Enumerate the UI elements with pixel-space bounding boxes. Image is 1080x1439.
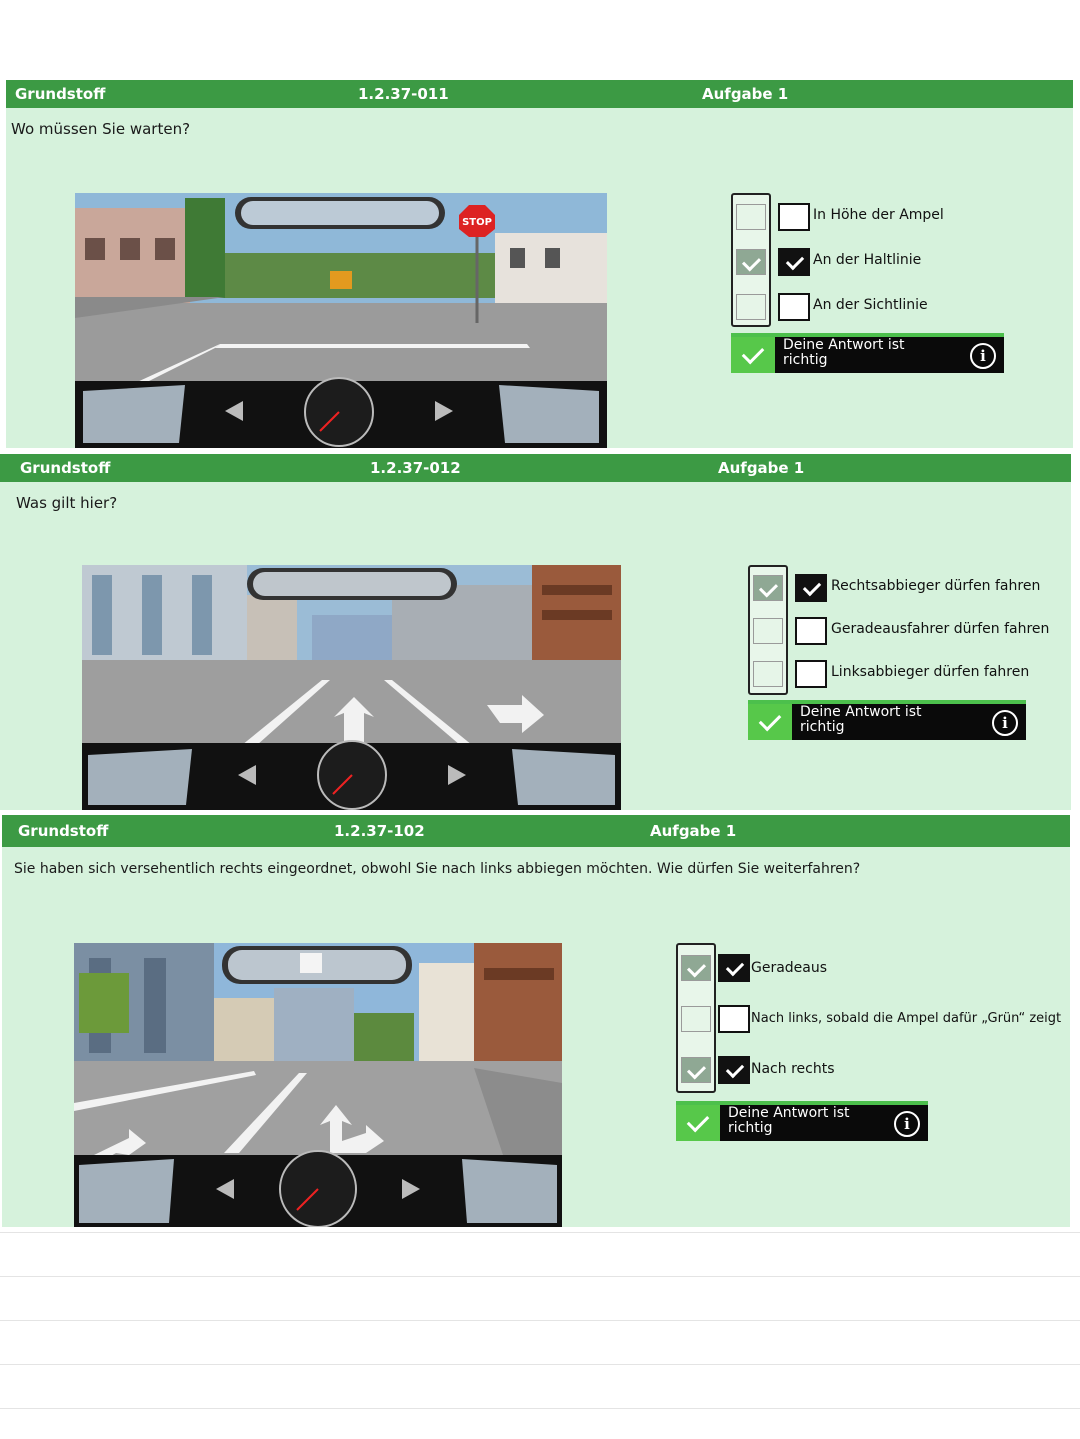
option-label-2: Geradeausfahrer dürfen fahren [831, 621, 1050, 637]
option-label-1: Geradeaus [751, 960, 828, 976]
option-checkbox-3[interactable] [718, 1056, 750, 1084]
scene-image [82, 565, 621, 810]
marker-option-1 [736, 204, 766, 230]
marker-option-2 [681, 1006, 711, 1032]
option-checkbox-2[interactable] [778, 248, 810, 276]
road-scene [74, 943, 562, 1227]
correct-check-icon [748, 704, 792, 740]
option-label-3: Linksabbieger dürfen fahren [831, 664, 1030, 680]
question-text: Wo müssen Sie warten? [11, 120, 191, 138]
result-text: Deine Antwort ist richtig [800, 704, 922, 735]
info-icon[interactable]: i [970, 343, 996, 369]
marker-option-1 [753, 575, 783, 601]
question-card-1 [6, 80, 1073, 448]
result-banner [731, 333, 1004, 373]
result-banner [748, 700, 1026, 740]
category-label: Grundstoff [20, 459, 111, 477]
question-code: 1.2.37-102 [334, 822, 425, 840]
result-text: Deine Antwort ist richtig [728, 1105, 850, 1136]
option-checkbox-3[interactable] [778, 293, 810, 321]
question-code: 1.2.37-012 [370, 459, 461, 477]
result-banner [676, 1101, 928, 1141]
card-header [0, 454, 1071, 482]
task-label: Aufgabe 1 [702, 85, 789, 103]
option-label-3: An der Sichtlinie [813, 297, 928, 313]
question-card-3 [2, 815, 1070, 1227]
option-checkbox-1[interactable] [718, 954, 750, 982]
option-label-2: Nach links, sobald die Ampel dafür „Grün“ zeigt [751, 1011, 1062, 1026]
card-header [6, 80, 1073, 108]
road-scene [75, 193, 607, 448]
result-text: Deine Antwort ist richtig [783, 337, 905, 368]
marker-option-2 [736, 249, 766, 275]
road-scene [82, 565, 621, 810]
option-label-2: An der Haltlinie [813, 252, 922, 268]
marker-option-3 [753, 661, 783, 687]
option-label-1: In Höhe der Ampel [813, 207, 944, 223]
question-text: Was gilt hier? [16, 494, 118, 512]
info-icon[interactable]: i [992, 710, 1018, 736]
option-checkbox-3[interactable] [795, 660, 827, 688]
option-checkbox-2[interactable] [795, 617, 827, 645]
category-label: Grundstoff [15, 85, 106, 103]
marker-option-2 [753, 618, 783, 644]
correct-check-icon [676, 1105, 720, 1141]
card-header [2, 815, 1070, 847]
question-code: 1.2.37-011 [358, 85, 449, 103]
option-checkbox-1[interactable] [795, 574, 827, 602]
option-label-3: Nach rechts [751, 1061, 835, 1077]
task-label: Aufgabe 1 [650, 822, 737, 840]
option-label-1: Rechtsabbieger dürfen fahren [831, 578, 1041, 594]
option-checkbox-1[interactable] [778, 203, 810, 231]
correct-check-icon [731, 337, 775, 373]
info-icon[interactable]: i [894, 1111, 920, 1137]
task-label: Aufgabe 1 [718, 459, 805, 477]
marker-option-3 [736, 294, 766, 320]
category-label: Grundstoff [18, 822, 109, 840]
marker-option-3 [681, 1057, 711, 1083]
scene-image [75, 193, 607, 448]
question-text: Sie haben sich versehentlich rechts eingeordnet, obwohl Sie nach links abbiegen möchten. Wie dürfen Sie weiterfahren? [14, 861, 861, 877]
stop-sign-text: STOP [462, 217, 492, 228]
scene-image [74, 943, 562, 1227]
option-checkbox-2[interactable] [718, 1005, 750, 1033]
marker-option-1 [681, 955, 711, 981]
question-card-2 [0, 454, 1071, 810]
